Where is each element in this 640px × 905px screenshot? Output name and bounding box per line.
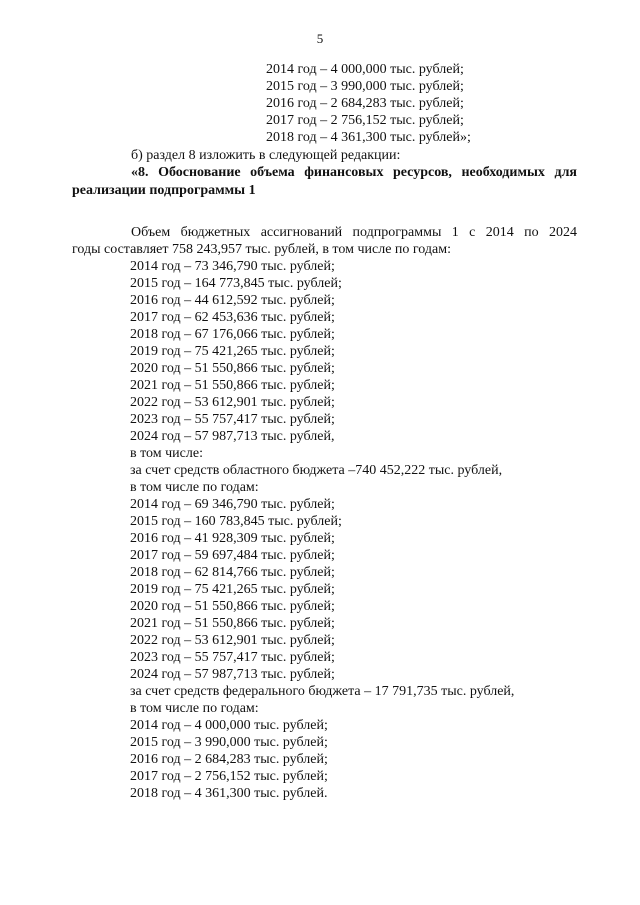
regional-year-line: 2024 год – 57 987,713 тыс. рублей; [130,667,335,682]
total-year-line: 2019 год – 75 421,265 тыс. рублей; [130,344,335,359]
top-block-line: 2014 год – 4 000,000 тыс. рублей; [266,62,464,77]
section-heading-line2: реализации подпрограммы 1 [72,183,256,198]
regional-budget-line2: в том числе по годам: [130,480,259,495]
federal-year-line: 2018 год – 4 361,300 тыс. рублей. [130,786,328,801]
total-year-line: 2014 год – 73 346,790 тыс. рублей; [130,259,335,274]
total-year-line: 2021 год – 51 550,866 тыс. рублей; [130,378,335,393]
top-block-line: 2017 год – 2 756,152 тыс. рублей; [266,113,464,128]
federal-budget-line1: за счет средств федерального бюджета – 17 791,735 тыс. рублей, [130,684,515,699]
total-year-line: 2018 год – 67 176,066 тыс. рублей; [130,327,335,342]
regional-year-line: 2015 год – 160 783,845 тыс. рублей; [130,514,342,529]
page-number: 5 [316,31,324,46]
regional-year-line: 2017 год – 59 697,484 тыс. рублей; [130,548,335,563]
federal-year-line: 2016 год – 2 684,283 тыс. рублей; [130,752,328,767]
regional-budget-line1: за счет средств областного бюджета –740 452,222 тыс. рублей, [130,463,503,478]
federal-year-line: 2014 год – 4 000,000 тыс. рублей; [130,718,328,733]
total-year-line: 2024 год – 57 987,713 тыс. рублей, [130,429,335,444]
total-year-line: 2017 год – 62 453,636 тыс. рублей; [130,310,335,325]
total-year-line: 2015 год – 164 773,845 тыс. рублей; [130,276,342,291]
intro-line1: Объем бюджетных ассигнований подпрограммы 1 с 2014 по 2024 [131,225,577,240]
regional-year-line: 2014 год – 69 346,790 тыс. рублей; [130,497,335,512]
federal-year-line: 2015 год – 3 990,000 тыс. рублей; [130,735,328,750]
total-year-line: 2023 год – 55 757,417 тыс. рублей; [130,412,335,427]
top-block-line: 2015 год – 3 990,000 тыс. рублей; [266,79,464,94]
regional-year-line: 2016 год – 41 928,309 тыс. рублей; [130,531,335,546]
regional-year-line: 2020 год – 51 550,866 тыс. рублей; [130,599,335,614]
section-heading-line1: «8. Обоснование объема финансовых ресурсов, необходимых для [131,165,577,180]
federal-year-line: 2017 год – 2 756,152 тыс. рублей; [130,769,328,784]
federal-budget-line2: в том числе по годам: [130,701,259,716]
intro-line2: годы составляет 758 243,957 тыс. рублей, в том числе по годам: [72,242,451,257]
regional-year-line: 2018 год – 62 814,766 тыс. рублей; [130,565,335,580]
regional-year-line: 2022 год – 53 612,901 тыс. рублей; [130,633,335,648]
top-block-line: 2018 год – 4 361,300 тыс. рублей»; [266,130,471,145]
regional-year-line: 2023 год – 55 757,417 тыс. рублей; [130,650,335,665]
total-year-line: 2020 год – 51 550,866 тыс. рублей; [130,361,335,376]
regional-year-line: 2021 год – 51 550,866 тыс. рублей; [130,616,335,631]
total-year-line: 2016 год – 44 612,592 тыс. рублей; [130,293,335,308]
regional-year-line: 2019 год – 75 421,265 тыс. рублей; [130,582,335,597]
instruction-text: б) раздел 8 изложить в следующей редакции: [131,148,401,163]
including-label: в том числе: [130,446,203,461]
top-block-line: 2016 год – 2 684,283 тыс. рублей; [266,96,464,111]
total-year-line: 2022 год – 53 612,901 тыс. рублей; [130,395,335,410]
